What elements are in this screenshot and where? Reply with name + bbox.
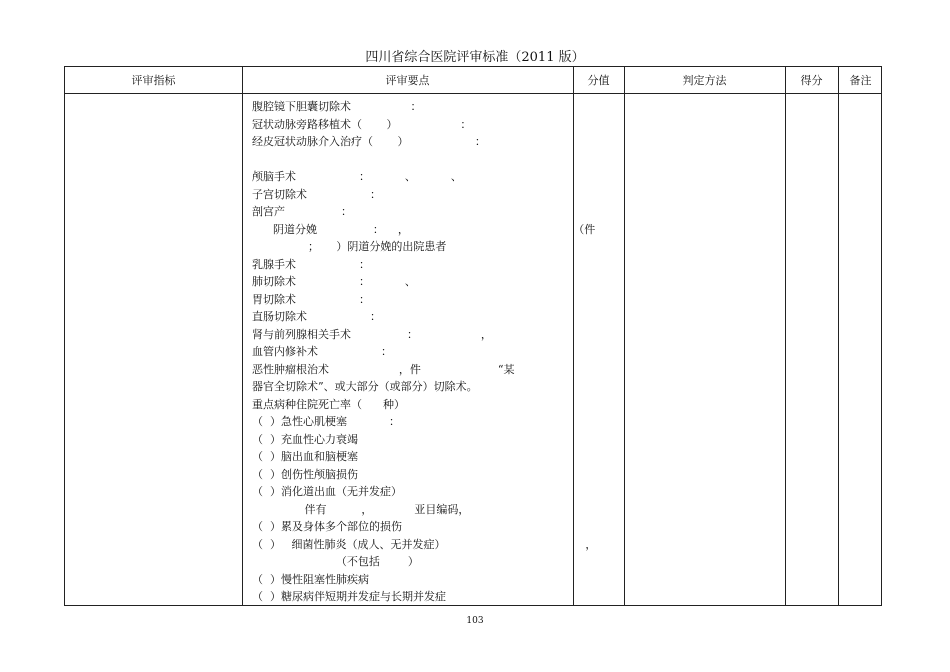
key-point-line: 经皮冠状动脉介入治疗（ ） ： — [252, 135, 486, 148]
header-key-points: 评审要点 — [385, 74, 430, 87]
key-point-line: 颅脑手术 ： 、 、 — [252, 170, 462, 183]
key-point-line: （ ）慢性阻塞性肺疾病 — [252, 573, 369, 586]
header-score: 得分 — [800, 74, 823, 87]
key-point-line: 剖宫产 ： — [252, 205, 352, 218]
key-point-line: 阴道分娩 ： ， （件 — [252, 223, 596, 236]
header-indicator: 评审指标 — [131, 74, 176, 87]
key-point-line: （ ）急性心肌梗塞 ： — [252, 415, 400, 428]
header-judgement-method: 判定方法 — [682, 74, 727, 87]
key-point-line: 乳腺手术 ： — [252, 258, 370, 271]
column-divider — [242, 67, 243, 605]
column-divider — [573, 67, 574, 605]
key-point-line: 器官全切除术”、或大部分（或部分）切除术。 — [252, 380, 478, 393]
standards-table — [64, 66, 882, 606]
key-point-line: 重点病种住院死亡率（ 种） — [252, 398, 405, 411]
key-point-line: （ ）创伤性颅脑损伤 — [252, 468, 358, 481]
page-number: 103 — [466, 616, 484, 626]
key-point-line: 血管内修补术 ： — [252, 345, 392, 358]
key-point-line: 恶性肿瘤根治术 ，件 “某 — [252, 363, 515, 376]
document-title: 四川省综合医院评审标准（2011 版） — [365, 50, 585, 65]
column-divider — [624, 67, 625, 605]
key-point-line: （ ） 细菌性肺炎（成人、无并发症） ， — [252, 538, 597, 551]
key-point-line: 子宫切除术 ： — [252, 188, 381, 201]
key-point-line: 胃切除术 ： — [252, 293, 370, 306]
key-point-line: 腹腔镜下胆囊切除术 ： — [252, 100, 422, 113]
key-point-line: （ ）累及身体多个部位的损伤 — [252, 520, 402, 533]
key-point-line: 冠状动脉旁路移植术（ ） ： — [252, 118, 472, 131]
key-point-line: （ ）糖尿病伴短期并发症与长期并发症 — [252, 590, 446, 603]
header-remarks: 备注 — [849, 74, 872, 87]
column-divider — [838, 67, 839, 605]
key-point-line: 伴有 ， 亚目编码， — [252, 503, 470, 516]
header-score-value: 分值 — [587, 74, 610, 87]
column-divider — [785, 67, 786, 605]
key-point-line: （ ）脑出血和脑梗塞 — [252, 450, 358, 463]
key-point-line: 直肠切除术 ： — [252, 310, 381, 323]
key-point-line: （ ）充血性心力衰竭 — [252, 433, 358, 446]
key-point-line: （ ）消化道出血（无并发症） — [252, 485, 402, 498]
key-point-line: ； ）阴道分娩的出院患者 — [252, 240, 447, 253]
key-point-line: 肾与前列腺相关手术 ： ， — [252, 328, 492, 341]
key-point-line: 肺切除术 ： 、 — [252, 275, 416, 288]
key-point-line: （不包括 ） — [252, 555, 419, 568]
